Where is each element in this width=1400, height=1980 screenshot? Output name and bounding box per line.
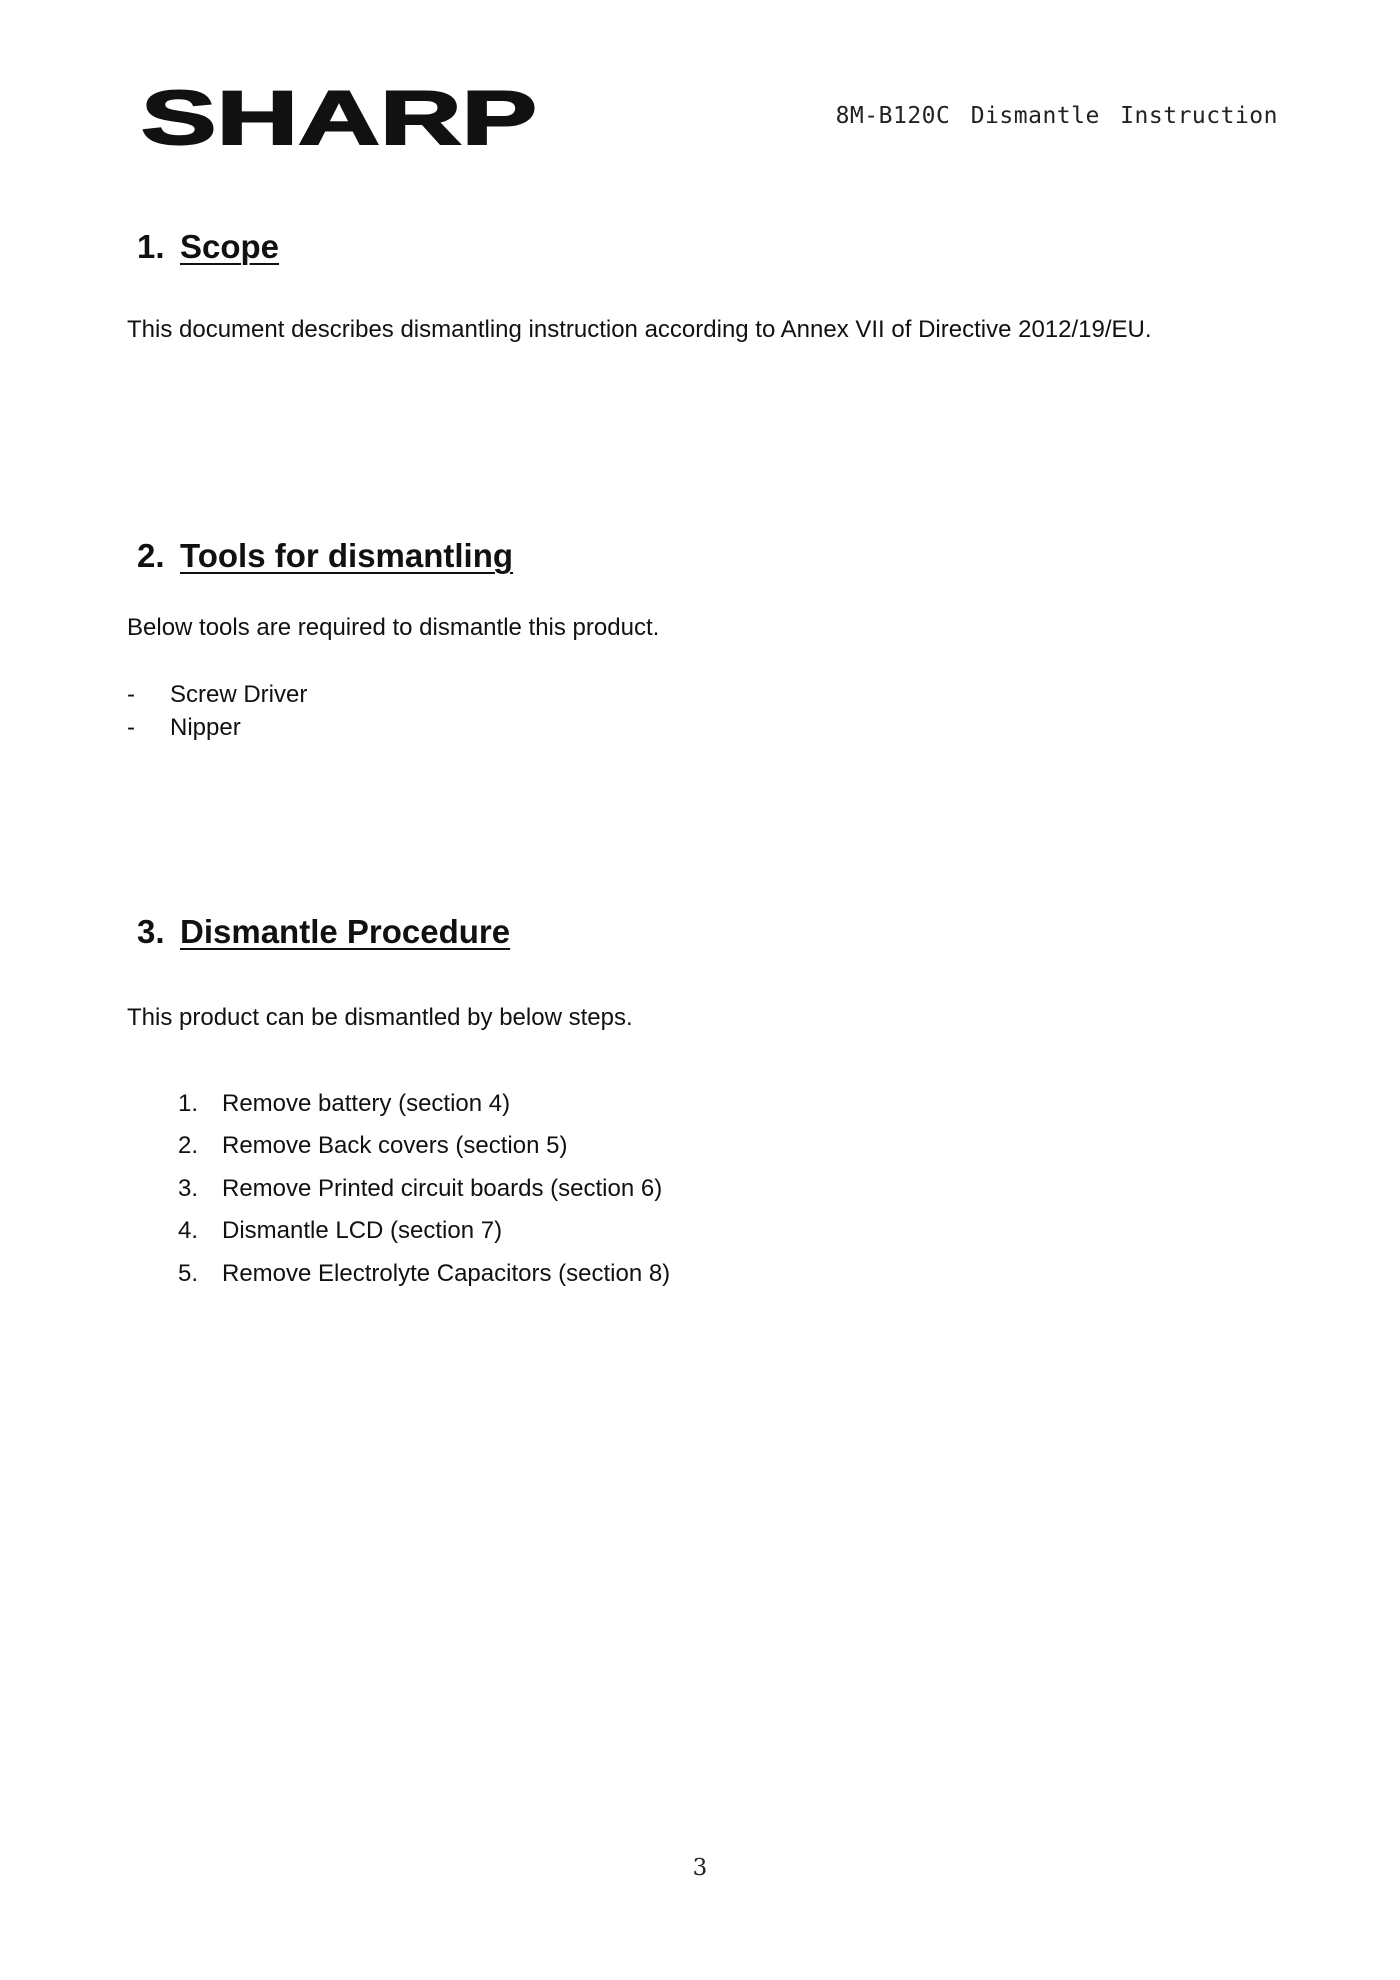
document-title: 8M-B120C Dismantle Instruction [835, 103, 1278, 129]
step-number: 5. [178, 1260, 199, 1287]
step-number: 4. [178, 1217, 199, 1244]
step-item [178, 1260, 670, 1288]
page-number: 3 [692, 1855, 708, 1881]
tool-item [127, 681, 307, 709]
step-number: 2. [178, 1132, 199, 1159]
step-label: Remove Back covers (section 5) [222, 1132, 568, 1159]
section-3-title: Dismantle Procedure [180, 913, 511, 950]
tool-label: Screw Driver [170, 681, 308, 708]
section-3-paragraph: This product can be dismantled by below steps. [127, 1004, 633, 1031]
step-number: 3. [178, 1175, 199, 1202]
step-item [178, 1217, 502, 1245]
section-1-number: 1. [137, 228, 165, 265]
tool-bullet: - [127, 714, 135, 741]
section-3-number: 3. [137, 913, 165, 950]
section-1-title: Scope [180, 228, 280, 265]
sharp-logo-text: SHARP [141, 84, 537, 150]
step-item [178, 1090, 510, 1118]
step-label: Remove Printed circuit boards (section 6) [222, 1175, 663, 1202]
tool-item [127, 714, 241, 742]
step-number: 1. [178, 1090, 199, 1117]
section-1-heading [137, 228, 279, 266]
step-label: Dismantle LCD (section 7) [222, 1217, 503, 1244]
sharp-logo-graphic [141, 84, 541, 150]
section-1-paragraph: This document describes dismantling instruction according to Annex VII of Directive 2012/19/EU. [127, 316, 1152, 343]
section-2-title: Tools for dismantling [180, 537, 514, 574]
section-3-heading [137, 913, 510, 951]
section-2-paragraph: Below tools are required to dismantle this product. [127, 614, 660, 641]
sharp-logo [141, 84, 541, 150]
section-2-number: 2. [137, 537, 165, 574]
tool-label: Nipper [170, 714, 241, 741]
step-label: Remove Electrolyte Capacitors (section 8) [222, 1260, 671, 1287]
section-2-heading [137, 537, 513, 575]
tool-bullet: - [127, 681, 135, 708]
step-item [178, 1132, 567, 1160]
step-label: Remove battery (section 4) [222, 1090, 511, 1117]
step-item [178, 1175, 662, 1203]
